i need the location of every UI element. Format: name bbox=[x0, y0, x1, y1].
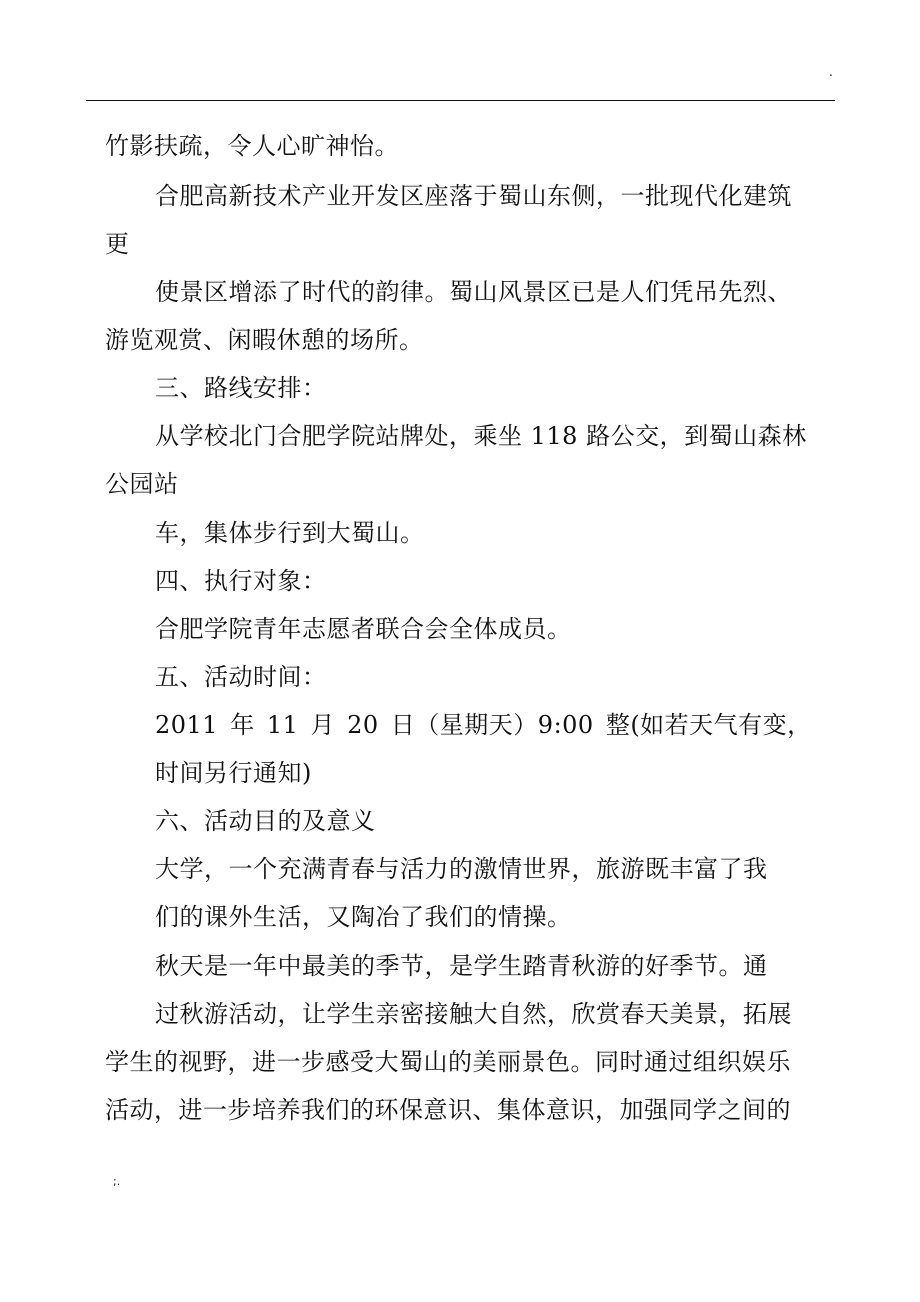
header-rule bbox=[86, 100, 835, 101]
text-line: 更 bbox=[105, 230, 130, 258]
text-line: 秋天是一年中最美的季节，是学生踏青秋游的好季节。通 bbox=[155, 952, 768, 980]
text-line: 车，集体步行到大蜀山。 bbox=[155, 519, 425, 547]
text-line: 竹影扶疏，令人心旷神怡。 bbox=[105, 132, 399, 160]
text-line: 从学校北门合肥学院站牌处，乘坐 118 路公交，到蜀山森林 bbox=[155, 422, 807, 450]
header-dot: . bbox=[829, 65, 833, 79]
text-line: 活动，进一步培养我们的环保意识、集体意识，加强同学之间的 bbox=[105, 1096, 791, 1124]
text-line: 大学，一个充满青春与活力的激情世界，旅游既丰富了我 bbox=[155, 855, 768, 883]
text-line: 合肥学院青年志愿者联合会全体成员。 bbox=[155, 615, 572, 643]
section-heading: 三、路线安排： bbox=[155, 374, 327, 402]
text-line: 们的课外生活，又陶冶了我们的情操。 bbox=[155, 903, 572, 931]
section-heading: 五、活动时间： bbox=[155, 663, 327, 691]
text-line: 使景区增添了时代的韵律。蜀山风景区已是人们凭吊先烈、 bbox=[155, 278, 792, 306]
text-line: 时间另行通知) bbox=[155, 759, 312, 787]
text-line: 公园站 bbox=[105, 470, 179, 498]
text-line: 学生的视野，进一步感受大蜀山的美丽景色。同时通过组织娱乐 bbox=[105, 1048, 791, 1076]
text-line: 游览观赏、闲暇休憩的场所。 bbox=[105, 326, 424, 354]
text-line: 过秋游活动，让学生亲密接触大自然，欣赏春天美景，拓展 bbox=[155, 1000, 792, 1028]
footer-mark: ;. bbox=[113, 1175, 121, 1188]
section-heading: 六、活动目的及意义 bbox=[155, 807, 376, 835]
text-line: 2011 年 11 月 20 日（星期天）9:00 整(如若天气有变， bbox=[155, 711, 812, 739]
section-heading: 四、执行对象： bbox=[155, 567, 327, 595]
text-line: 合肥高新技术产业开发区座落于蜀山东侧，一批现代化建筑 bbox=[155, 182, 792, 210]
